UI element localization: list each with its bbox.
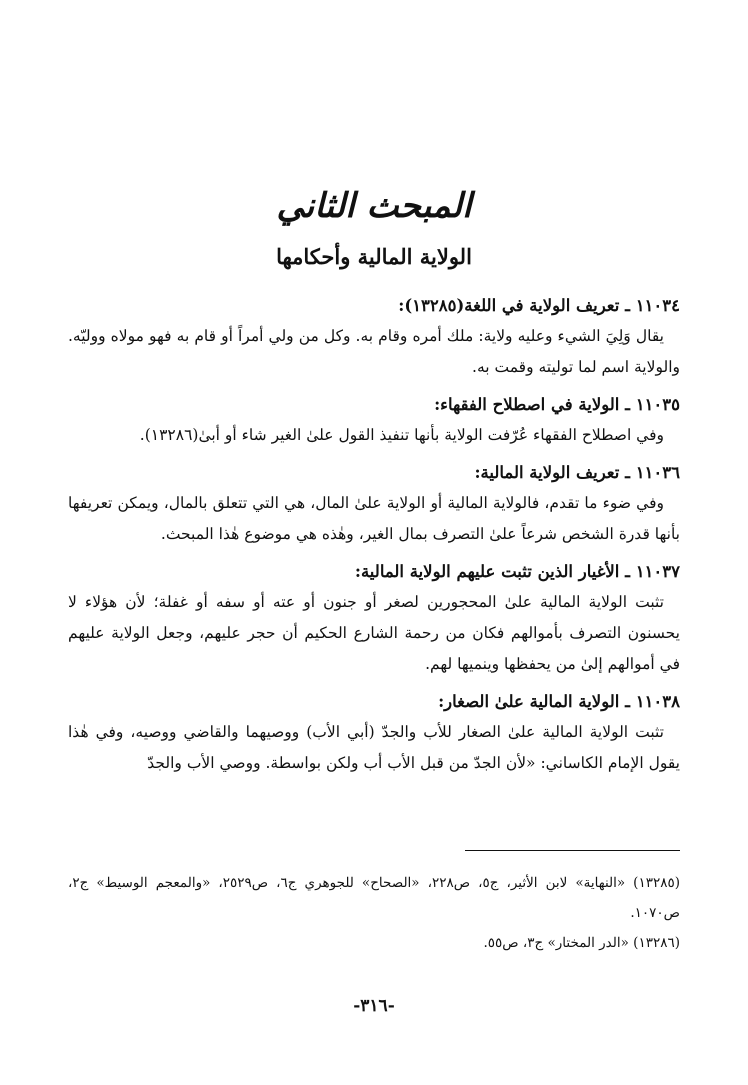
section-heading: ١١٠٣٦ ـ تعريف الولاية المالية: — [474, 463, 680, 482]
paragraph: وفي اصطلاح الفقهاء عُرّفت الولاية بأنها تنفيذ القول علىٰ الغير شاء أو أبىٰ(١٣٢٨٦). — [139, 426, 664, 444]
footnote: (١٣٢٨٥) «النهاية» لابن الأثير، ج٥، ص٢٢٨، «الصحاح» للجوهري ج٦، ص٢٥٢٩، «والمعجم الوسيط» ج٢، ص١٠٧٠. — [68, 875, 680, 921]
paragraph: وفي ضوء ما تقدم، فالولاية المالية أو الولاية علىٰ المال، هي التي تتعلق بالمال، ويمكن تعريفها بأنها قدرة الشخص شرعاً علىٰ التصرف بمال الغير، وهٰذه هي موضوع هٰذا المبحث. — [68, 494, 680, 543]
chapter-title: المبحث الثاني — [276, 186, 472, 226]
section-heading: ١١٠٣٧ ـ الأغيار الذين تثبت عليهم الولاية المالية: — [354, 562, 680, 581]
paragraph: يقال وَلِيَ الشيء وعليه ولاية: ملك أمره وقام به. وكل من ولي أمراً أو قام به فهو مولاه ووليّه. والولاية اسم لما توليته وقمت به. — [68, 327, 680, 376]
section-title: الولاية المالية وأحكامها — [276, 244, 472, 269]
section-heading: ١١٠٣٨ ـ الولاية المالية علىٰ الصغار: — [438, 692, 680, 711]
footnote-separator — [465, 850, 680, 851]
paragraph: تثبت الولاية المالية علىٰ المحجورين لصغر أو جنون أو عته أو سفه أو غفلة؛ لأن هؤلاء لا يحسنون التصرف بأموالهم فكان من رحمة الشارع الحكيم أن حجر عليهم، وجعل الولاية عليهم في أموالهم إلىٰ من يحفظها وينميها لهم. — [68, 593, 680, 673]
section-heading: ١١٠٣٥ ـ الولاية في اصطلاح الفقهاء: — [434, 395, 680, 414]
footnote: (١٣٢٨٦) «الدر المختار» ج٣، ص٥٥. — [483, 935, 680, 951]
section-heading: ١١٠٣٤ ـ تعريف الولاية في اللغة(١٣٢٨٥): — [398, 296, 680, 315]
footnotes — [68, 868, 680, 958]
paragraph: تثبت الولاية المالية علىٰ الصغار للأب والجدّ (أبي الأب) ووصيهما والقاضي ووصيه، وفي هٰذا يقول الإمام الكاساني: «لأن الجدّ من قبل الأب أب ولكن بواسطة. ووصي الأب والجدّ — [68, 723, 680, 772]
body-text — [68, 284, 680, 779]
page-number: -٣١٦- — [353, 996, 395, 1016]
